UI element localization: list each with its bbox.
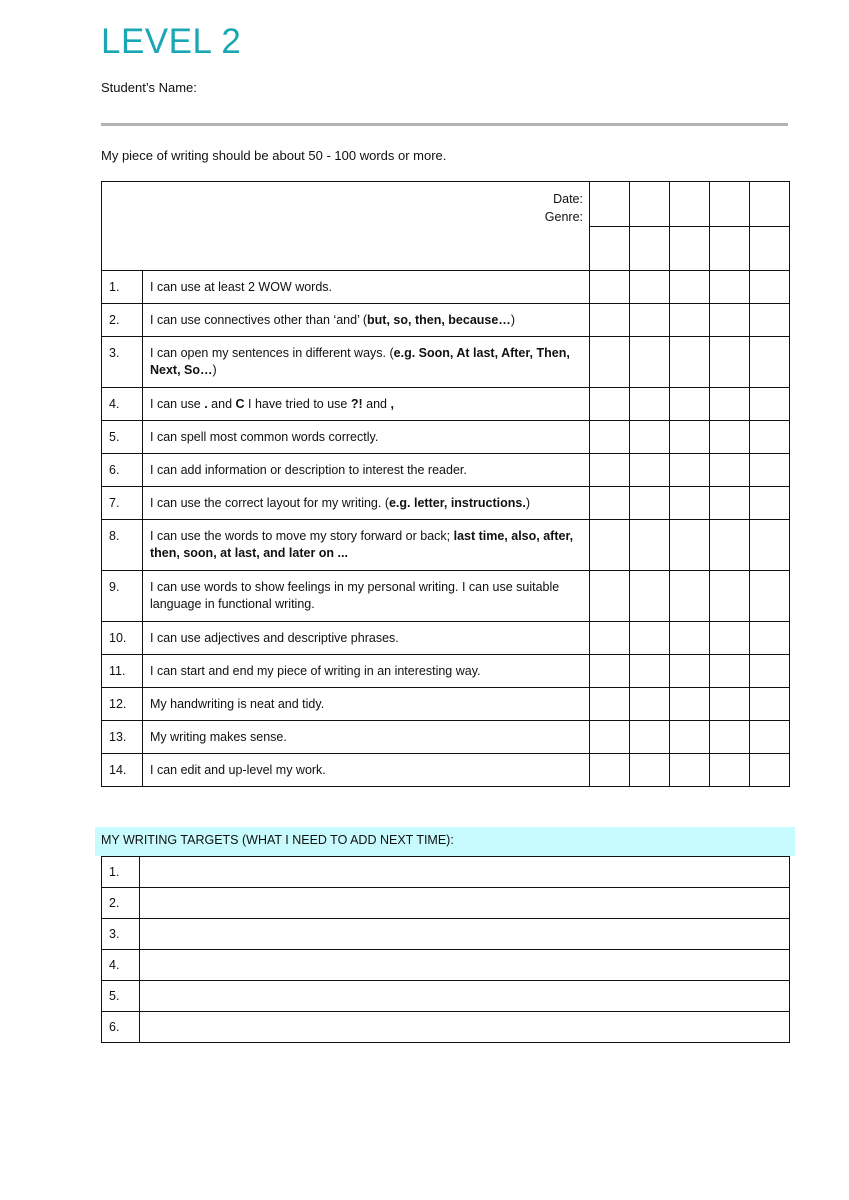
check-cell[interactable]: [750, 271, 790, 304]
criteria-row: [102, 421, 790, 454]
check-cell[interactable]: [630, 571, 670, 622]
date-cell[interactable]: [590, 182, 630, 227]
check-cell[interactable]: [750, 487, 790, 520]
check-cell[interactable]: [590, 754, 630, 787]
criteria-example-text: ?!: [350, 397, 363, 411]
word-count-instruction: My piece of writing should be about 50 - 100 words or more.: [101, 148, 447, 163]
check-cell[interactable]: [590, 271, 630, 304]
criteria-text: I can use the correct layout for my writing. (: [150, 496, 389, 510]
criteria-statement: [143, 388, 590, 421]
genre-cell[interactable]: [590, 227, 630, 271]
check-cell[interactable]: [630, 454, 670, 487]
criteria-text: My writing makes sense.: [150, 730, 287, 744]
target-entry-field[interactable]: [140, 981, 790, 1012]
criteria-number: 10.: [102, 622, 143, 655]
target-entry-field[interactable]: [140, 950, 790, 981]
check-cell[interactable]: [670, 571, 710, 622]
criteria-text: I can use at least 2 WOW words.: [150, 280, 333, 294]
criteria-row: [102, 454, 790, 487]
check-cell[interactable]: [750, 721, 790, 754]
criteria-text: and: [207, 397, 236, 411]
check-cell[interactable]: [670, 337, 710, 388]
criteria-row: [102, 622, 790, 655]
criteria-statement: [143, 487, 590, 520]
date-cell[interactable]: [710, 182, 750, 227]
criteria-text: I can use connectives other than ‘and’ (: [150, 313, 368, 327]
criteria-text: ): [212, 363, 217, 377]
check-cell[interactable]: [710, 337, 750, 388]
criteria-statement: [143, 337, 590, 388]
criteria-text: ): [525, 496, 530, 510]
genre-cell[interactable]: [750, 227, 790, 271]
target-number: 6.: [102, 1012, 140, 1043]
check-cell[interactable]: [630, 688, 670, 721]
criteria-row: [102, 754, 790, 787]
criteria-example-text: last time, also, after, then, soon, at last, and later on ...: [150, 529, 574, 560]
criteria-text: I can open my sentences in different ways. (: [150, 346, 394, 360]
check-cell[interactable]: [590, 421, 630, 454]
criteria-number: 13.: [102, 721, 143, 754]
check-cell[interactable]: [710, 454, 750, 487]
check-cell[interactable]: [670, 271, 710, 304]
criteria-row: [102, 271, 790, 304]
criteria-text: ): [510, 313, 515, 327]
criteria-example-text: but, so, then, because…: [367, 313, 511, 327]
criteria-statement: [143, 754, 590, 787]
genre-cell[interactable]: [630, 227, 670, 271]
target-number: 2.: [102, 888, 140, 919]
criteria-statement: [143, 304, 590, 337]
check-cell[interactable]: [750, 688, 790, 721]
check-cell[interactable]: [590, 622, 630, 655]
criteria-text: I can use the words to move my story forward or back;: [150, 529, 454, 543]
criteria-text: I can use words to show feelings in my personal writing. I can use suitable language in functional writing.: [150, 580, 560, 611]
check-cell[interactable]: [590, 571, 630, 622]
criteria-row: [102, 688, 790, 721]
student-name-line[interactable]: [101, 123, 788, 126]
check-cell[interactable]: [630, 304, 670, 337]
check-cell[interactable]: [590, 454, 630, 487]
criteria-number: 1.: [102, 271, 143, 304]
page-title: LEVEL 2: [101, 22, 242, 61]
criteria-text: I have tried to use: [244, 397, 351, 411]
criteria-statement: [143, 271, 590, 304]
check-cell[interactable]: [710, 304, 750, 337]
check-cell[interactable]: [630, 754, 670, 787]
criteria-row: [102, 721, 790, 754]
check-cell[interactable]: [670, 304, 710, 337]
check-cell[interactable]: [750, 454, 790, 487]
criteria-text: I can edit and up-level my work.: [150, 763, 326, 777]
check-cell[interactable]: [590, 337, 630, 388]
criteria-number: 11.: [102, 655, 143, 688]
check-cell[interactable]: [750, 754, 790, 787]
target-entry-field[interactable]: [140, 888, 790, 919]
check-cell[interactable]: [670, 454, 710, 487]
check-cell[interactable]: [670, 655, 710, 688]
criteria-text: and: [362, 397, 391, 411]
check-cell[interactable]: [670, 721, 710, 754]
criteria-text: I can spell most common words correctly.: [150, 430, 379, 444]
check-cell[interactable]: [750, 337, 790, 388]
check-cell[interactable]: [670, 388, 710, 421]
criteria-number: 14.: [102, 754, 143, 787]
criteria-example-text: e.g. letter, instructions.: [388, 496, 526, 510]
criteria-text: My handwriting is neat and tidy.: [150, 697, 325, 711]
target-row: [102, 981, 790, 1012]
check-cell[interactable]: [590, 688, 630, 721]
criteria-row: [102, 388, 790, 421]
check-cell[interactable]: [710, 655, 750, 688]
targets-heading: MY WRITING TARGETS (WHAT I NEED TO ADD NEXT TIME):: [101, 833, 454, 847]
check-cell[interactable]: [710, 520, 750, 571]
check-cell[interactable]: [750, 571, 790, 622]
check-cell[interactable]: [630, 520, 670, 571]
criteria-statement: [143, 688, 590, 721]
check-cell[interactable]: [630, 721, 670, 754]
criteria-example-text: e.g. Soon, At last, After, Then, Next, So…: [150, 346, 570, 377]
check-cell[interactable]: [750, 520, 790, 571]
check-cell[interactable]: [630, 337, 670, 388]
targets-table: [101, 856, 790, 1043]
date-cell[interactable]: [670, 182, 710, 227]
check-cell[interactable]: [670, 520, 710, 571]
criteria-row: [102, 337, 790, 388]
target-number: 4.: [102, 950, 140, 981]
criteria-statement: [143, 622, 590, 655]
check-cell[interactable]: [590, 487, 630, 520]
check-cell[interactable]: [670, 622, 710, 655]
check-cell[interactable]: [630, 622, 670, 655]
date-cell[interactable]: [750, 182, 790, 227]
check-cell[interactable]: [630, 487, 670, 520]
check-cell[interactable]: [750, 388, 790, 421]
check-cell[interactable]: [670, 421, 710, 454]
check-cell[interactable]: [710, 754, 750, 787]
criteria-statement: [143, 721, 590, 754]
criteria-number: 6.: [102, 454, 143, 487]
check-cell[interactable]: [710, 721, 750, 754]
genre-label: Genre:: [544, 210, 583, 224]
target-row: [102, 857, 790, 888]
genre-cell[interactable]: [710, 227, 750, 271]
target-row: [102, 1012, 790, 1043]
check-cell[interactable]: [670, 688, 710, 721]
check-cell[interactable]: [710, 487, 750, 520]
target-number: 1.: [102, 857, 140, 888]
check-cell[interactable]: [710, 622, 750, 655]
criteria-text: I can use: [150, 397, 205, 411]
criteria-row: [102, 304, 790, 337]
criteria-statement: [143, 454, 590, 487]
target-number: 3.: [102, 919, 140, 950]
success-criteria-table: [101, 181, 790, 787]
date-label: Date:: [553, 192, 583, 206]
check-cell[interactable]: [590, 655, 630, 688]
date-cell[interactable]: [630, 182, 670, 227]
criteria-number: 12.: [102, 688, 143, 721]
student-name-label: Student’s Name:: [101, 80, 197, 95]
check-cell[interactable]: [750, 655, 790, 688]
criteria-example-text: C: [235, 397, 245, 411]
check-cell[interactable]: [750, 622, 790, 655]
criteria-statement: [143, 520, 590, 571]
target-entry-field[interactable]: [140, 857, 790, 888]
criteria-statement: [143, 571, 590, 622]
criteria-number: 7.: [102, 487, 143, 520]
check-cell[interactable]: [630, 271, 670, 304]
check-cell[interactable]: [590, 388, 630, 421]
check-cell[interactable]: [670, 487, 710, 520]
check-cell[interactable]: [590, 304, 630, 337]
criteria-number: 8.: [102, 520, 143, 571]
check-cell[interactable]: [710, 388, 750, 421]
criteria-row: [102, 655, 790, 688]
check-cell[interactable]: [630, 388, 670, 421]
check-cell[interactable]: [750, 421, 790, 454]
criteria-example-text: ,: [390, 397, 394, 411]
targets-heading-bar: [95, 827, 795, 856]
criteria-row: [102, 520, 790, 571]
check-cell[interactable]: [750, 304, 790, 337]
check-cell[interactable]: [590, 721, 630, 754]
criteria-text: I can add information or description to interest the reader.: [150, 463, 467, 477]
check-cell[interactable]: [710, 421, 750, 454]
target-row: [102, 888, 790, 919]
check-cell[interactable]: [630, 655, 670, 688]
check-cell[interactable]: [670, 754, 710, 787]
criteria-statement: [143, 421, 590, 454]
criteria-example-text: .: [204, 397, 208, 411]
target-number: 5.: [102, 981, 140, 1012]
criteria-number: 4.: [102, 388, 143, 421]
criteria-text: I can start and end my piece of writing in an interesting way.: [150, 664, 481, 678]
check-cell[interactable]: [590, 520, 630, 571]
criteria-number: 2.: [102, 304, 143, 337]
check-cell[interactable]: [710, 271, 750, 304]
criteria-row: [102, 571, 790, 622]
target-row: [102, 919, 790, 950]
date-genre-header: [102, 182, 590, 271]
check-cell[interactable]: [710, 571, 750, 622]
criteria-statement: [143, 655, 590, 688]
criteria-row: [102, 487, 790, 520]
criteria-number: 3.: [102, 337, 143, 388]
genre-cell[interactable]: [670, 227, 710, 271]
criteria-number: 9.: [102, 571, 143, 622]
target-entry-field[interactable]: [140, 1012, 790, 1043]
target-entry-field[interactable]: [140, 919, 790, 950]
check-cell[interactable]: [630, 421, 670, 454]
criteria-text: I can use adjectives and descriptive phrases.: [150, 631, 399, 645]
check-cell[interactable]: [710, 688, 750, 721]
criteria-number: 5.: [102, 421, 143, 454]
target-row: [102, 950, 790, 981]
